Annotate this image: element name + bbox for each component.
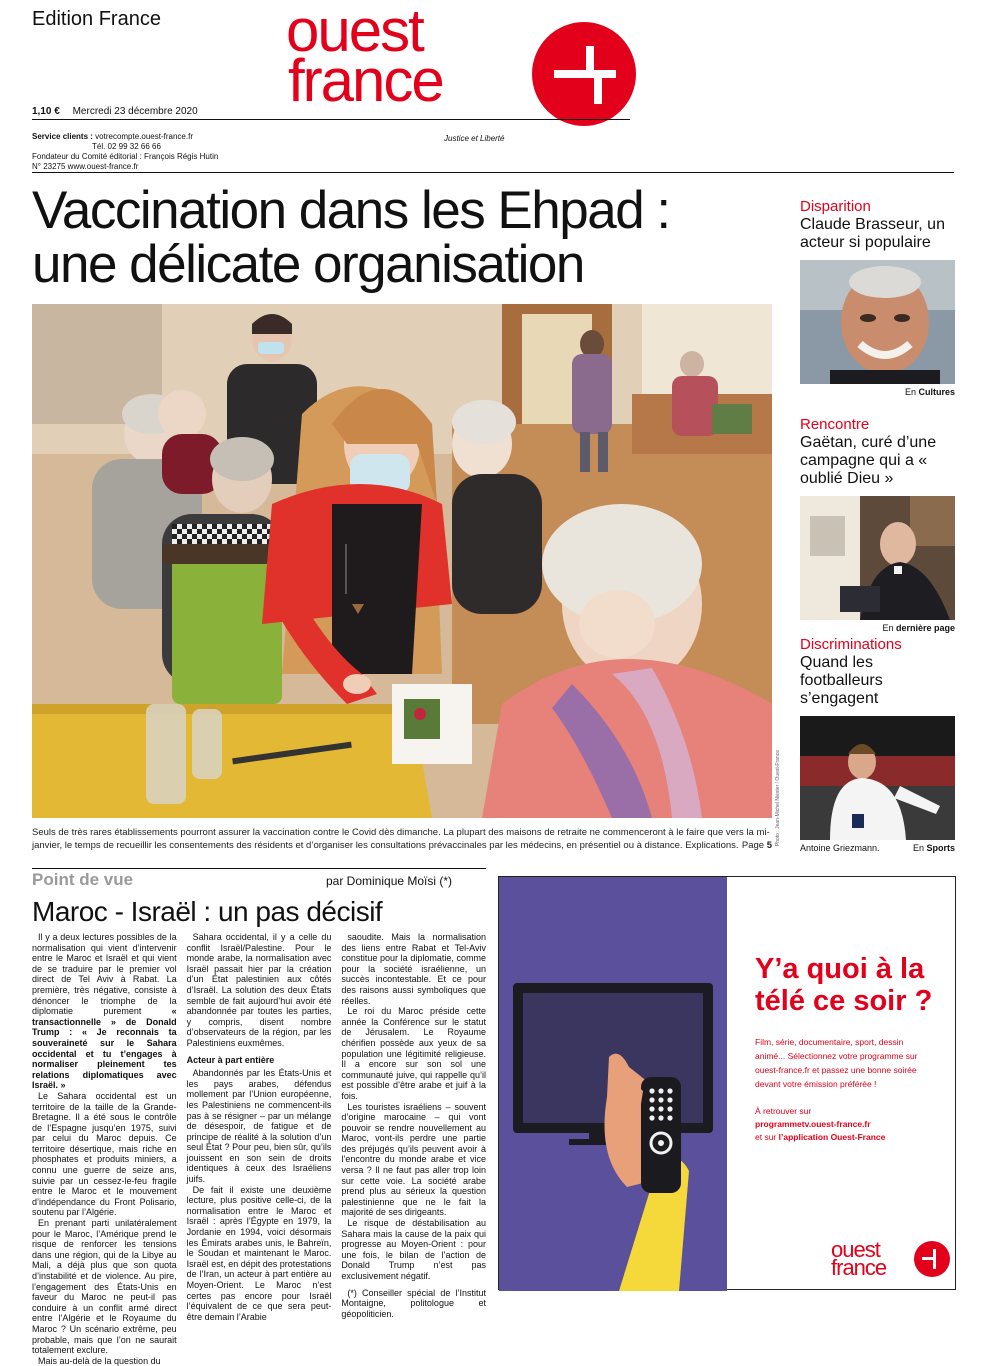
opinion-paragraph: Le Sahara occidental est un territoire de la taille de la Grande-Bretagne. Il a été sous le contrôle de l’Espagne jusqu’en 1975, suivi par celui du Maroc depuis. Ce territoire désertique, mais riche en phosphates et produits miniers, a connu une guerre de seize ans, suivie par un cessez-le-feu fragile entre le Maroc et le mouvement d’indépendance du Front Polisario, soutenu par l’Algérie. (32, 1090, 177, 1218)
headline-line-2: une délicate organisation (32, 235, 584, 294)
side-title: Gaëtan, curé d’une campagne qui a « oublié Dieu » (800, 434, 937, 487)
tv-program-ad[interactable] (498, 876, 956, 1290)
side-section: Sports (926, 843, 955, 853)
side-teaser-footballers[interactable] (800, 636, 960, 853)
side-photo (800, 496, 955, 620)
opinion-paragraph: Sahara occidental, il y a celle du conflit Israël/Palestine. Pour le monde arabe, la normalisation avec Israël passait hier par la création d’un État palestinien aux côtés d’Israël. La solution des deux États semble de fait aujourd’hui avoir été abandonnée par toutes les parties, y compris, disent nombre d’observateurs de la région, par les Palestiniens euxmêmes. (186, 932, 332, 1048)
ad-text-panel (727, 877, 955, 1289)
issue-number: N° 23275 www.ouest-france.fr (32, 162, 139, 171)
side-photo (800, 716, 955, 840)
side-section: Cultures (918, 387, 955, 397)
opinion-body (32, 932, 487, 1366)
logo-word-ouest: ouest (286, 0, 423, 64)
service-label: Service clients : (32, 132, 93, 141)
griezmann-photo (800, 716, 955, 840)
lead-photo[interactable] (32, 304, 772, 818)
opinion-column-1 (32, 932, 177, 1366)
claude-brasseur-photo (800, 260, 955, 384)
opinion-divider (32, 868, 486, 869)
opinion-paragraph: Le risque de déstabilisation au Sahara mais la cause de la paix qui progresse au Moyen-Orient : pour une fois, le bilan de l’action de Donald Trump n’est pas exclusivement négatif. (341, 1218, 487, 1281)
ad-logo-icon (914, 1241, 950, 1277)
opinion-footnote: (*) Conseiller spécial de l’Institut Montaigne, politologue et géopoliticien. (341, 1287, 487, 1319)
side-ref: En dernière page (882, 623, 955, 633)
opinion-paragraph: saoudite. Mais la normalisation des liens entre Rabat et Tel-Aviv constitue pour la diplomatie, comme pour la société israélienne, un succès incontestable. Et ce pour des raisons aussi symboliques que réelles. (341, 932, 487, 1006)
opinion-paragraph: En prenant parti unilatéralement pour le Maroc, l’Amérique prend le risque de renforcer les tensions dans une région, qui de la Libye au Mali, a déjà plus que son quota d’instabilité et de violence. Au pire, l’engagement des États-Unis en faveur du Maroc ne peut-il pas conduire à un conflit armé direct entre l’Algérie et le Royaume du Maroc ? Un scénario extrême, peu probable, mais que l’on ne saurait totalement exclure. (32, 1218, 177, 1356)
tv-remote-illustration (499, 877, 727, 1291)
opinion-column-2 (187, 932, 332, 1343)
side-section: dernière page (895, 623, 955, 633)
header-divider (32, 119, 630, 120)
lead-headline[interactable] (32, 181, 772, 294)
lead-photo-credit: Photo : Jean-Michel Niester / Ouest-France (775, 750, 781, 847)
opinion-title[interactable]: Maroc - Israël : un pas décisif (32, 896, 383, 927)
opinion-paragraph: Les touristes israéliens – souvent d’origine marocaine – qui vont pouvoir se rendre nouvellement au Maroc, vont-ils perdre une partie des préjugés qu’ils peuvent avoir à l’encontre du monde arabe et vice versa ? Il ne faut pas aller trop loin sur cette voie. La société arabe prend plus au sérieux la question palestinienne que ne le fait la majorité de ses dirigeants. (341, 1101, 487, 1218)
ad-find: À retrouver sur programmetv.ouest-france.fr et sur l’application Ouest-France (755, 1106, 886, 1142)
edition-label: Edition France (32, 8, 161, 30)
opinion-paragraph: Mais au-delà de la question du (38, 1355, 161, 1366)
opinion-paragraph: Abandonnés par les États-Unis et les pays arabes, défendus mollement par l’Union européenne, les Palestiniens ne commencent-ils pas à se résigner – par un mélange de désespoir, de fatigue et de principe de réalité à la solution d’un seul État ? Pour peu, bien sûr, qu’ils jouissent en son sein de droits identiques à ceux des Israéliens juifs. (186, 1068, 332, 1185)
side-teaser-brasseur[interactable] (800, 198, 960, 397)
opinion-subhead: Acteur à part entière (186, 1054, 275, 1065)
side-photo-caption: Antoine Griezmann. (800, 843, 880, 853)
ad-illustration (499, 877, 727, 1289)
founder-line: Fondateur du Comité éditorial : François Régis Hutin (32, 152, 219, 161)
ad-logo: ouest france (831, 1237, 887, 1280)
ad-title: Y’a quoi à la télé ce soir ? (755, 953, 933, 1017)
page-number: 5 (766, 840, 772, 851)
ad-app-link[interactable]: l’application Ouest-France (778, 1132, 886, 1142)
side-kicker: Rencontre (800, 416, 870, 433)
side-kicker: Disparition (800, 198, 871, 215)
side-ref: Antoine Griezmann. En Sports (800, 843, 955, 853)
lead-page-ref[interactable] (742, 839, 772, 852)
side-photo (800, 260, 955, 384)
ehpad-vaccination-photo (32, 304, 772, 818)
opinion-author: par Dominique Moïsi (*) (326, 874, 453, 888)
ouest-france-logo-icon (532, 22, 636, 126)
headline-line-1: Vaccination dans les Ehpad : (32, 181, 670, 240)
ouest-france-logo[interactable] (286, 0, 443, 114)
masthead-divider (32, 172, 954, 173)
logo-word-france: france (288, 47, 443, 114)
tagline: Justice et Liberté (444, 134, 505, 143)
service-clients-block (32, 132, 292, 172)
opinion-paragraph: Il y a deux lectures possibles de la normalisation qui vient d’intervenir entre le Maroc et Israël et qui vient de se traduire par le premier vol direct de Tel Aviv à Rabat. La première, très négative, consiste à dénoncer le triomphe de la diplomatie purement « transactionnelle » de Donald Trump : « Je reconnais ta souveraineté sur le Sahara occidental et tu t’engages à normaliser pleinement tes relations diplomatiques avec Israël. » (32, 932, 177, 1091)
price-date-row (32, 106, 198, 117)
opinion-kicker: Point de vue (32, 870, 134, 889)
issue-date: Mercredi 23 décembre 2020 (72, 106, 198, 117)
opinion-paragraph: Le roi du Maroc préside cette année la Conférence sur le statut de Jérusalem. Le Royaume chérifien possède aux yeux de sa population une légitimité religieuse. Il a encore sur son sol une communauté juive, qui rappelle qu’il est possible d’être arabe et juif à la fois. (341, 1006, 487, 1101)
service-email[interactable]: votrecompte.ouest-france.fr (95, 132, 193, 141)
service-phone: Tél. 02 99 32 66 66 (92, 142, 161, 151)
side-title: Quand les footballeurs s’engagent (800, 654, 883, 707)
ad-program-link[interactable]: programmetv.ouest-france.fr (755, 1119, 871, 1129)
price: 1,10 € (32, 106, 60, 117)
ad-body: Film, série, documentaire, sport, dessin animé... Sélectionnez votre programme sur ouest-france.fr et passez une bonne soirée devant votre émission préférée ! (755, 1037, 918, 1089)
lead-caption-text: Seuls de très rares établissements pourront assurer la vaccination contre le Covid dès dimanche. La plupart des maisons de retraite ne commenceront à le faire que vers la mi-janvier, le temps de recueillir les consentements des résidents et d’organiser les consultations prévaccinales par les médecins, en présentiel ou à distance. Explications. (32, 827, 770, 851)
opinion-column-3 (341, 932, 486, 1343)
page-label: Page (741, 840, 765, 851)
opinion-paragraph: De fait il existe une deuxième lecture, plus positive celle-ci, de la normalisation entre le Maroc et Israël : après l’Égypte en 1979, la Jordanie en 1994, voici désormais les Émirats arabes unis, le Bahreïn, le Soudan et maintenant le Maroc. Israël est, en dépit des protestations de l’Iran, un acteur à part entière au Moyen-Orient. Le Maroc n’est certes pas encore pour Israël l’équivalent de ce que sera peut-être demain l’Arabie (186, 1184, 332, 1322)
side-teaser-gaetan[interactable] (800, 416, 960, 633)
side-ref: En Cultures (904, 387, 955, 397)
gaetan-priest-photo (800, 496, 955, 620)
lead-caption (32, 826, 772, 852)
side-kicker: Discriminations (800, 636, 902, 653)
side-title: Claude Brasseur, un acteur si populaire (800, 216, 945, 251)
